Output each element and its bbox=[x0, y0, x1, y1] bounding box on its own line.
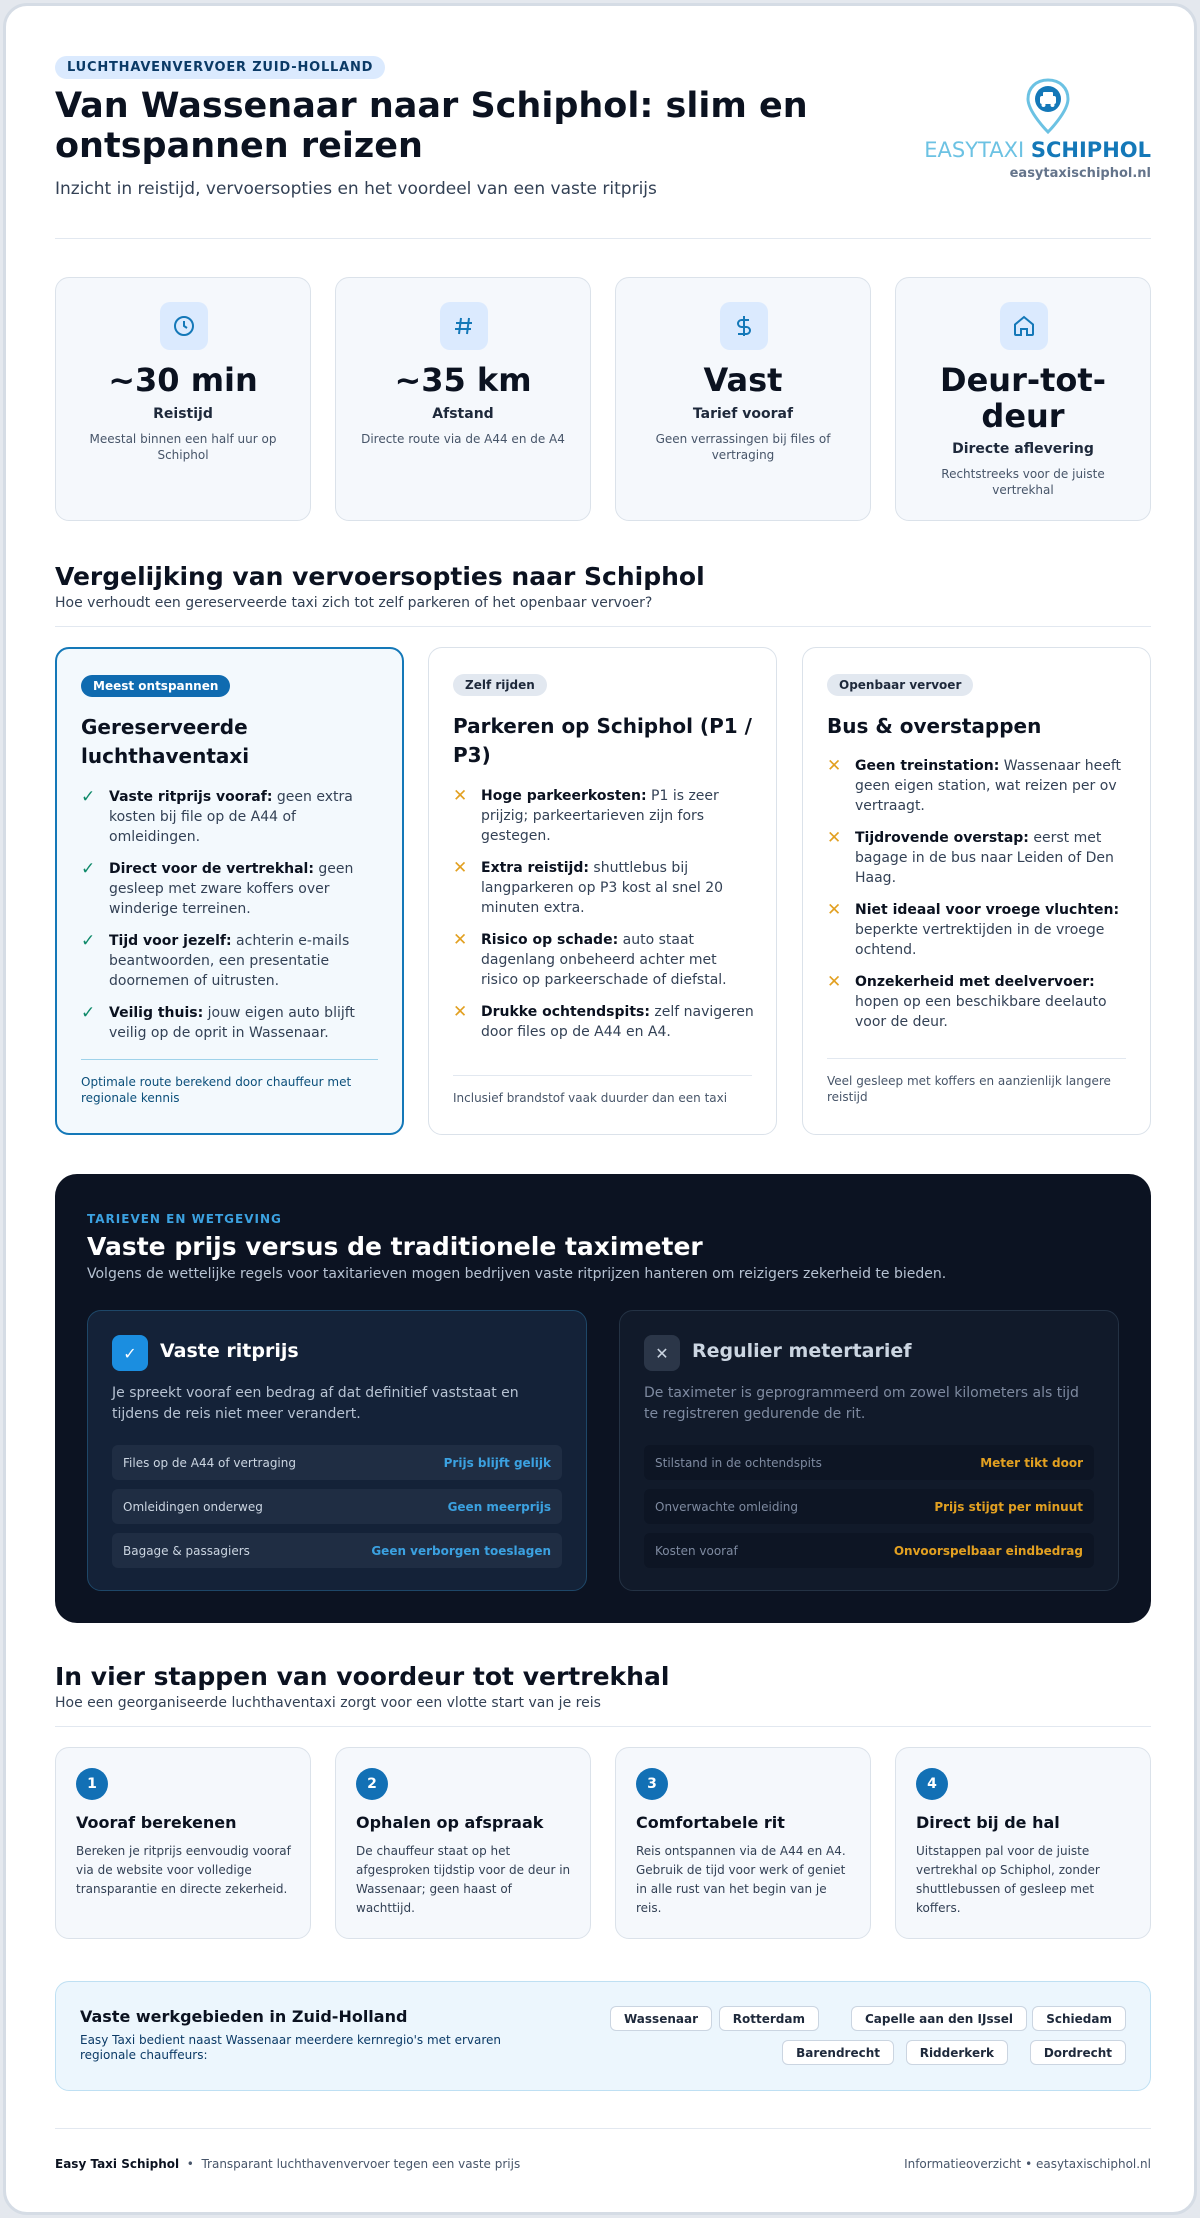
clock-icon bbox=[160, 302, 208, 350]
footer-tagline: Transparant luchthavenvervoer tegen een vaste prijs bbox=[201, 2157, 521, 2171]
home-icon bbox=[1000, 302, 1048, 350]
dollar-icon bbox=[720, 302, 768, 350]
option-footer: Veel gesleep met koffers en aanzienlijk langere reistijd bbox=[827, 1058, 1126, 1105]
list-item: ✕ Hoge parkeerkosten: P1 is zeer prijzig; parkeertarieven zijn fors gestegen. bbox=[453, 786, 719, 844]
divider bbox=[55, 238, 1151, 239]
card-description: Je spreekt vooraf een bedrag af dat definitief vaststaat en tijdens de reis niet meer verandert. bbox=[112, 1385, 519, 1422]
option-card-public-transport bbox=[802, 647, 1151, 1135]
option-card-taxi bbox=[55, 647, 404, 1135]
card-title: Regulier metertarief bbox=[692, 1340, 912, 1362]
steps-subtitle: Hoe een georganiseerde luchthaventaxi zorgt voor een vlotte start van je reis bbox=[55, 1695, 601, 1711]
hash-icon bbox=[440, 302, 488, 350]
step-number: 4 bbox=[916, 1768, 948, 1800]
regions-title: Vaste werkgebieden in Zuid-Holland bbox=[80, 2007, 408, 2026]
cross-icon: ✕ bbox=[453, 1002, 468, 1022]
page bbox=[3, 3, 1197, 2215]
check-icon: ✓ bbox=[81, 931, 96, 951]
step-number: 2 bbox=[356, 1768, 388, 1800]
list-item: ✕ Tijdrovende overstap: eerst met bagage in de bus naar Leiden of Den Haag. bbox=[827, 828, 1114, 886]
comparison-title: Vergelijking van vervoersopties naar Schiphol bbox=[55, 562, 705, 591]
option-tag: Openbaar vervoer bbox=[827, 674, 973, 696]
list-item: ✕ Extra reistijd: shuttlebus bij langparkeren op P3 kost al snel 20 minuten extra. bbox=[453, 858, 724, 916]
option-title: Parkeren op Schiphol (P1 / P3) bbox=[453, 714, 752, 767]
list-item: ✕ Geen treinstation: Wassenaar heeft geen eigen station, wat reizen per ov vertraagt. bbox=[827, 756, 1122, 814]
option-card-parking bbox=[428, 647, 777, 1135]
stat-value: ~35 km bbox=[394, 361, 532, 399]
stat-card-distance bbox=[335, 277, 591, 521]
option-list bbox=[827, 756, 1128, 1044]
option-list bbox=[81, 787, 380, 1055]
list-item: ✕ Risico op schade: auto staat dagenlang onbeheerd achter met risico op parkeerschade of diefstal. bbox=[453, 930, 727, 988]
comparison-row: Omleidingen onderweg Geen meerprijs bbox=[112, 1489, 562, 1524]
pricing-subtitle: Volgens de wettelijke regels voor taxitarieven mogen bedrijven vaste ritprijzen hanteren om reizigers zekerheid te bieden. bbox=[87, 1266, 947, 1282]
cross-icon: ✕ bbox=[827, 756, 842, 776]
logo-url[interactable]: easytaxischiphol.nl bbox=[1009, 166, 1151, 181]
step-title: Ophalen op afspraak bbox=[356, 1813, 544, 1832]
list-item: ✕ Onzekerheid met deelvervoer: hopen op een beschikbare deelauto voor de deur. bbox=[827, 972, 1107, 1030]
step-description: Bereken je ritprijs eenvoudig vooraf via de website voor volledige transparantie en directe zekerheid. bbox=[76, 1844, 291, 1896]
check-icon: ✓ bbox=[112, 1335, 148, 1371]
check-icon: ✓ bbox=[81, 859, 96, 879]
step-number: 1 bbox=[76, 1768, 108, 1800]
region-chip[interactable]: Dordrecht bbox=[1030, 2040, 1126, 2065]
stat-description: Directe route via de A44 en de A4 bbox=[361, 432, 565, 446]
region-chip[interactable]: Rotterdam bbox=[719, 2006, 819, 2031]
region-chip[interactable]: Barendrecht bbox=[782, 2040, 894, 2065]
comparison-row: Bagage & passagiers Geen verborgen toeslagen bbox=[112, 1533, 562, 1568]
page-subtitle: Inzicht in reistijd, vervoersopties en het voordeel van een vaste ritprijs bbox=[55, 179, 657, 199]
list-item: ✕ Niet ideaal voor vroege vluchten: beperkte vertrektijden in de vroege ochtend. bbox=[827, 900, 1120, 958]
footer-left bbox=[55, 2157, 520, 2171]
footer-separator: • bbox=[186, 2157, 194, 2171]
taxi-pin-icon bbox=[1025, 78, 1071, 134]
card-description: De taximeter is geprogrammeerd om zowel kilometers als tijd te registreren gedurende de rit. bbox=[644, 1385, 1079, 1422]
stat-description: Meestal binnen een half uur op Schiphol bbox=[89, 432, 277, 462]
option-title: Bus & overstappen bbox=[827, 714, 1042, 738]
stat-label: Reistijd bbox=[153, 406, 213, 422]
step-title: Comfortabele rit bbox=[636, 1813, 785, 1832]
step-title: Direct bij de hal bbox=[916, 1813, 1060, 1832]
region-chip[interactable]: Ridderkerk bbox=[906, 2040, 1008, 2065]
option-tag: Zelf rijden bbox=[453, 674, 547, 696]
stat-card-door-to-door bbox=[895, 277, 1151, 521]
region-chips-row-2 bbox=[526, 2040, 1126, 2065]
comparison-row: Kosten vooraf Onvoorspelbaar eindbedrag bbox=[644, 1533, 1094, 1568]
option-list bbox=[453, 786, 754, 1054]
option-tag: Meest ontspannen bbox=[81, 675, 230, 697]
stat-value: Deur-tot-deur bbox=[940, 361, 1106, 435]
list-item: ✓ Direct voor de vertrekhal: geen gesleep met zware koffers over winderige terreinen. bbox=[81, 859, 354, 917]
cross-icon: ✕ bbox=[453, 786, 468, 806]
step-card bbox=[615, 1747, 871, 1939]
stat-label: Afstand bbox=[432, 406, 494, 422]
comparison-row: Onverwachte omleiding Prijs stijgt per minuut bbox=[644, 1489, 1094, 1524]
stat-label: Tarief vooraf bbox=[692, 406, 794, 422]
close-icon: ✕ bbox=[644, 1335, 680, 1371]
divider bbox=[55, 626, 1151, 627]
step-title: Vooraf berekenen bbox=[76, 1813, 237, 1832]
fixed-price-card bbox=[87, 1310, 587, 1591]
option-title: Gereserveerde luchthaventaxi bbox=[81, 715, 250, 768]
cross-icon: ✕ bbox=[827, 972, 842, 992]
step-card bbox=[895, 1747, 1151, 1939]
region-chip[interactable]: Capelle aan den IJssel bbox=[851, 2006, 1027, 2031]
cross-icon: ✕ bbox=[453, 858, 468, 878]
option-footer: Inclusief brandstof vaak duurder dan een taxi bbox=[453, 1075, 752, 1106]
comparison-row: Files op de A44 of vertraging Prijs blijft gelijk bbox=[112, 1445, 562, 1480]
step-card bbox=[55, 1747, 311, 1939]
stat-value: ~30 min bbox=[108, 361, 258, 399]
regions-description: Easy Taxi bedient naast Wassenaar meerdere kernregio's met ervaren regionale chauffeurs: bbox=[80, 2033, 502, 2062]
region-chip[interactable]: Wassenaar bbox=[610, 2006, 712, 2031]
pricing-eyebrow: TARIEVEN EN WETGEVING bbox=[87, 1212, 282, 1226]
step-card bbox=[335, 1747, 591, 1939]
meter-price-card bbox=[619, 1310, 1119, 1591]
stat-card-travel-time bbox=[55, 277, 311, 521]
comparison-row: Stilstand in de ochtendspits Meter tikt door bbox=[644, 1445, 1094, 1480]
list-item: ✓ Veilig thuis: jouw eigen auto blijft veilig op de oprit in Wassenaar. bbox=[81, 1003, 355, 1041]
check-icon: ✓ bbox=[81, 787, 96, 807]
stat-card-price bbox=[615, 277, 871, 521]
stat-label: Directe aflevering bbox=[952, 441, 1094, 457]
logo-wordmark: EASYTAXI SCHIPHOL bbox=[924, 138, 1151, 162]
list-item: ✓ Tijd voor jezelf: achterin e-mails beantwoorden, een presentatie doornemen of uitrusten. bbox=[81, 931, 350, 989]
stat-description: Rechtstreeks voor de juiste vertrekhal bbox=[941, 467, 1105, 497]
pricing-title: Vaste prijs versus de traditionele taximeter bbox=[87, 1232, 703, 1261]
cross-icon: ✕ bbox=[453, 930, 468, 950]
page-title: Van Wassenaar naar Schiphol: slim en ontspannen reizen bbox=[55, 86, 808, 166]
option-footer: Optimale route berekend door chauffeur met regionale kennis bbox=[81, 1059, 378, 1106]
stat-description: Geen verrassingen bij files of vertraging bbox=[655, 432, 831, 462]
cross-icon: ✕ bbox=[827, 828, 842, 848]
list-item: ✓ Vaste ritprijs vooraf: geen extra kosten bij file op de A44 of omleidingen. bbox=[81, 787, 353, 845]
step-description: Reis ontspannen via de A44 en A4. Gebruik de tijd voor werk of geniet in alle rust van het begin van je reis. bbox=[636, 1844, 846, 1915]
check-icon: ✓ bbox=[81, 1003, 96, 1023]
cross-icon: ✕ bbox=[827, 900, 842, 920]
regions-panel bbox=[55, 1981, 1151, 2091]
footer-brand: Easy Taxi Schiphol bbox=[55, 2157, 180, 2171]
divider bbox=[55, 1726, 1151, 1727]
step-description: De chauffeur staat op het afgesproken tijdstip voor de deur in Wassenaar; geen haast of wachttijd. bbox=[356, 1844, 571, 1915]
stat-value: Vast bbox=[703, 361, 783, 399]
comparison-subtitle: Hoe verhoudt een gereserveerde taxi zich tot zelf parkeren of het openbaar vervoer? bbox=[55, 595, 653, 611]
pricing-section bbox=[55, 1174, 1151, 1623]
steps-title: In vier stappen van voordeur tot vertrekhal bbox=[55, 1662, 670, 1691]
region-chips-row-1 bbox=[526, 2006, 1126, 2031]
step-number: 3 bbox=[636, 1768, 668, 1800]
card-title: Vaste ritprijs bbox=[160, 1340, 299, 1362]
step-description: Uitstappen pal voor de juiste vertrekhal op Schiphol, zonder shuttlebussen of gesleep met koffers. bbox=[916, 1844, 1100, 1915]
region-chip[interactable]: Schiedam bbox=[1032, 2006, 1126, 2031]
footer-right[interactable]: Informatieoverzicht • easytaxischiphol.nl bbox=[904, 2157, 1151, 2171]
list-item: ✕ Drukke ochtendspits: zelf navigeren door files op de A44 en A4. bbox=[453, 1002, 754, 1040]
divider bbox=[55, 2128, 1151, 2129]
eyebrow-badge: LUCHTHAVENVERVOER ZUID-HOLLAND bbox=[55, 56, 385, 79]
